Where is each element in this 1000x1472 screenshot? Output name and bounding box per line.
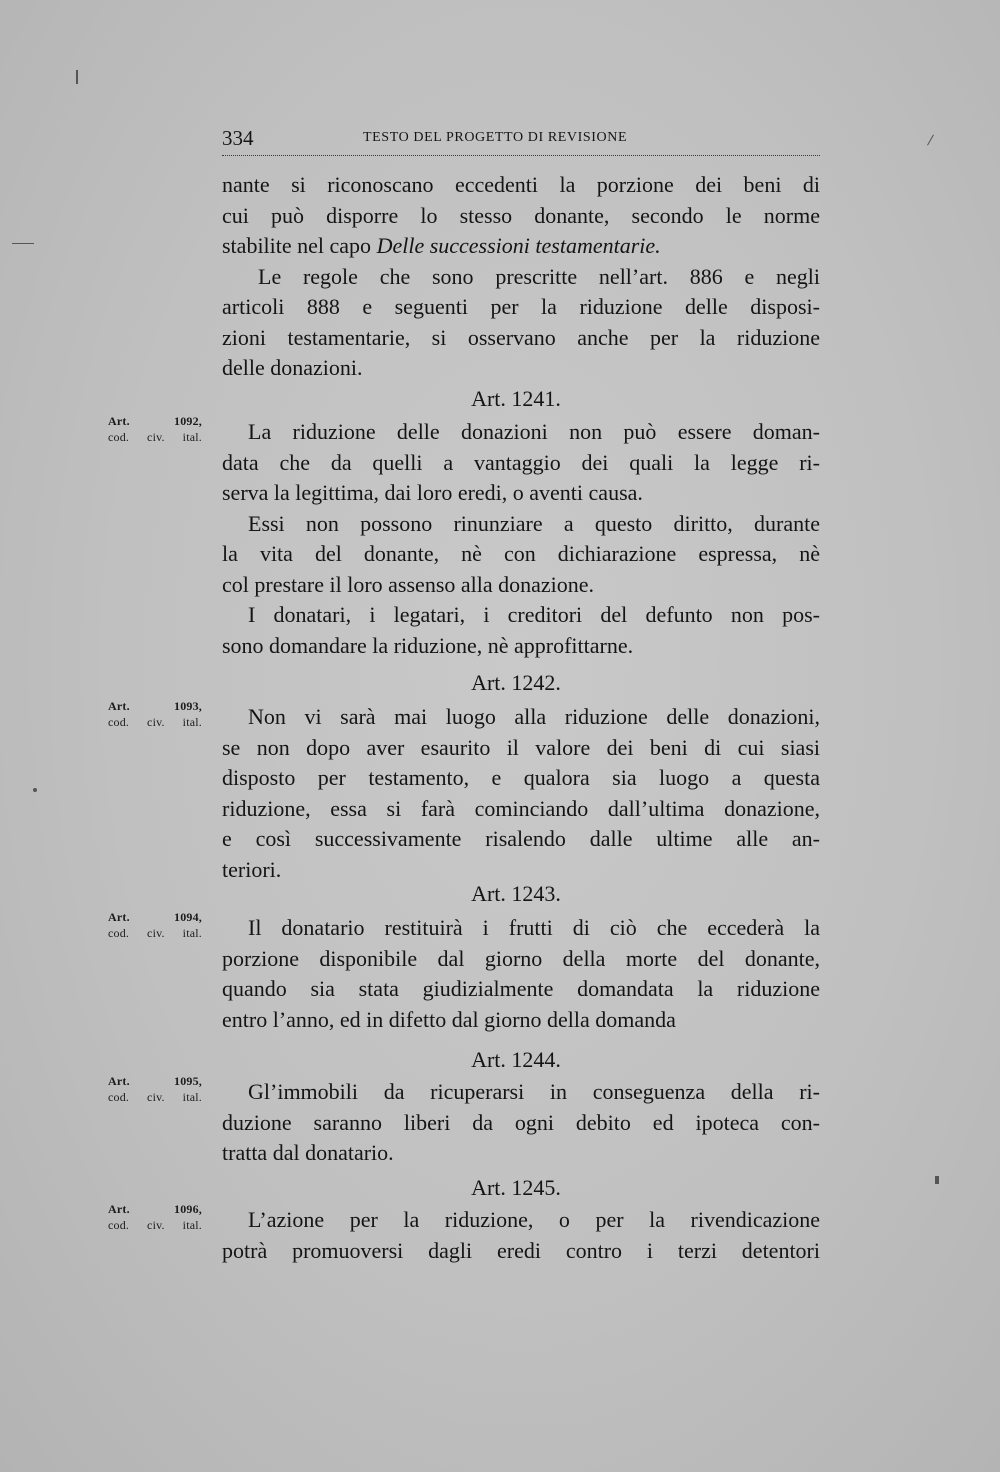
margin-note-code: cod. civ. ital. [108,430,202,444]
text-line: porzione disponibile dal giorno della morte del donante, [222,945,820,971]
margin-note-code: cod. civ. ital. [108,715,202,729]
text-line [108,414,820,448]
line-text: Non vi sarà mai luogo alla riduzione delle donazioni, [248,704,820,729]
text-line: cui può disporre lo stesso donante, secondo le norme [222,202,820,228]
margin-note-reference: Art. 1093, [108,699,202,713]
margin-note [108,909,202,941]
text-line: nante si riconoscano eccedenti la porzione dei beni di [222,172,820,197]
text-line: col prestare il loro assenso alla donazione. [222,571,595,597]
line-text: Il donatario restituirà i frutti di ciò che eccederà la [248,915,820,940]
text-line: articoli 888 e seguenti per la riduzione delle disposi- [222,294,820,319]
text-line [108,1202,820,1236]
scan-speck [12,243,34,244]
article-heading: Art. 1245. [471,1175,561,1200]
margin-note [108,1073,202,1105]
margin-note-code: cod. civ. ital. [108,926,202,940]
margin-note-reference: Art. 1092, [108,414,202,428]
text-line [222,231,820,262]
article-heading: Art. 1243. [471,881,561,906]
text-line: la vita del donante, nè con dichiarazione espressa, nè [222,541,820,566]
text-line [108,699,820,733]
article-heading: Art. 1241. [471,385,561,411]
emphasized-chapter-title: Delle successioni testamentarie. [376,233,661,258]
line-text: Gl’immobili da ricuperarsi in conseguenza della ri- [248,1079,820,1104]
header-rule [222,155,820,156]
text-line: e così successivamente risalendo dalle ultime alle an- [222,826,820,851]
text-line: teriori. [222,856,282,882]
scan-speck [927,135,934,146]
text-line: potrà promuoversi dagli eredi contro i terzi detentori [222,1237,820,1263]
scan-speck [33,788,37,792]
margin-note-reference: Art. 1096, [108,1202,202,1216]
article-heading: Art. 1242. [471,670,561,695]
margin-note [108,1201,202,1233]
text-line: tratta dal donatario. [222,1140,394,1165]
text-line: delle donazioni. [222,355,363,380]
margin-note-code: cod. civ. ital. [108,1090,202,1104]
line-text: stabilite nel capo [222,233,372,258]
text-line [108,1074,820,1108]
margin-note-reference: Art. 1094, [108,910,202,924]
scan-speck [76,70,78,84]
margin-note [108,698,202,730]
margin-note [108,413,202,445]
text-line: disposto per testamento, e qualora sia luogo a questa [222,765,820,790]
text-line: quando sia stata giudizialmente domandata la riduzione [222,976,820,1001]
text-column [108,170,820,1266]
scan-speck [935,1176,939,1184]
text-line: entro l’anno, ed in difetto dal giorno della domanda [222,1006,676,1032]
text-line: riduzione, essa si farà cominciando dall’ultima donazione, [222,795,820,821]
text-line: duzione saranno liberi da ogni debito ed ipoteca con- [222,1109,820,1135]
margin-note-reference: Art. 1095, [108,1074,202,1088]
text-line: serva la legittima, dai loro eredi, o aventi causa. [222,480,643,505]
running-title: TESTO DEL PROGETTO DI REVISIONE [363,130,628,145]
text-line: data che da quelli a vantaggio dei quali la legge ri- [222,449,820,475]
text-line: I donatari, i legatari, i creditori del defunto non pos- [248,602,820,627]
text-line: se non dopo aver esaurito il valore dei beni di cui siasi [222,734,820,760]
text-line: zioni testamentarie, si osservano anche per la riduzione [222,324,820,350]
line-text: L’azione per la riduzione, o per la rivendicazione [248,1207,820,1232]
margin-note-code: cod. civ. ital. [108,1218,202,1232]
text-line: Le regole che sono prescritte nell’art. 886 e negli [258,263,820,289]
text-line [108,910,820,944]
text-line: sono domandare la riduzione, nè approfittarne. [222,632,634,658]
text-line: Essi non possono rinunziare a questo diritto, durante [248,510,820,536]
line-text: La riduzione delle donazioni non può essere doman- [248,419,820,444]
article-heading: Art. 1244. [471,1047,561,1072]
page-number: 334 [222,126,254,150]
